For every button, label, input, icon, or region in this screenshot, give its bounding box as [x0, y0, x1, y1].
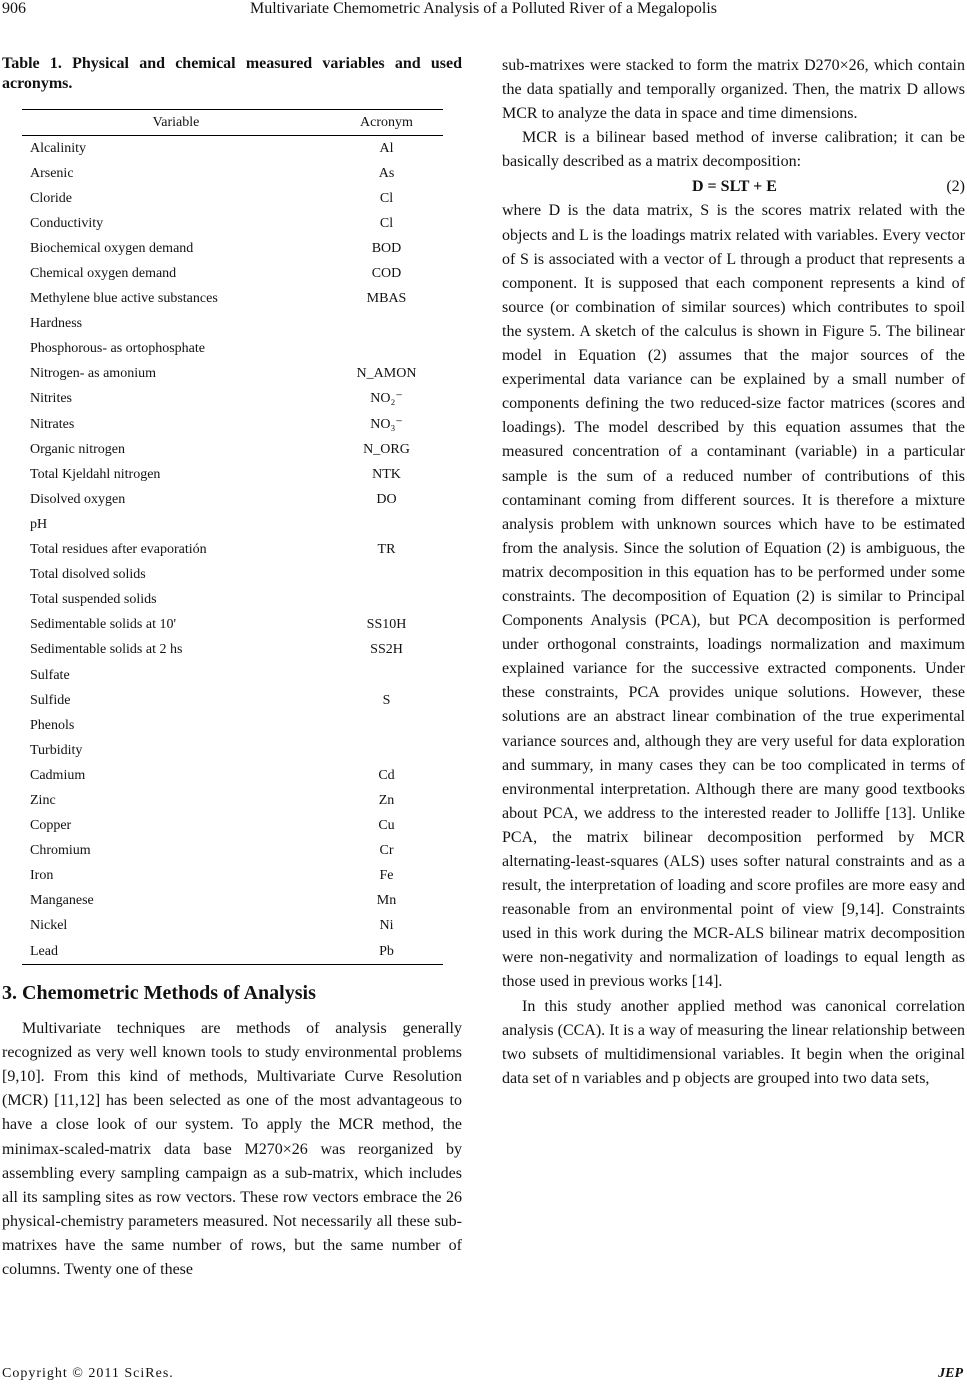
variable-cell: Cloride [30, 190, 72, 206]
variable-cell: Methylene blue active substances [30, 291, 218, 307]
acronym-cell: Mn [376, 893, 397, 909]
acronym-cell [330, 337, 443, 362]
left-column [2, 54, 462, 1282]
footer-copyright: Copyright © 2011 SciRes. [2, 1366, 174, 1381]
variable-cell: Disolved oxygen [30, 491, 126, 507]
section-heading: 3. Chemometric Methods of Analysis [2, 982, 316, 1005]
acronym-cell: Ni [379, 918, 394, 934]
variable-cell: Nickel [30, 918, 68, 934]
table-row [22, 186, 443, 211]
acronym-cell: Pb [330, 939, 443, 965]
variable-cell: pH [30, 516, 48, 532]
variable-cell: Total residues after evaporatión [30, 542, 207, 558]
acronym-cell: Cl [379, 215, 394, 231]
variable-cell: Hardness [30, 316, 83, 332]
variable-cell: Sedimentable solids at 2 hs [30, 642, 183, 658]
acronym-cell: NTK [372, 466, 401, 482]
acronym-cell [330, 738, 443, 763]
variable-cell: Turbidity [30, 742, 83, 758]
table-row [22, 136, 443, 162]
right-paragraph-2: MCR is a bilinear based method of inverse calibration; it can be basically described as a matrix decomposition: [502, 129, 965, 171]
variable-cell: Chemical oxygen demand [30, 266, 177, 282]
variable-cell: Manganese [30, 893, 94, 909]
table-row [22, 588, 443, 613]
acronym-cell: MBAS [366, 291, 407, 307]
table-row [22, 889, 443, 914]
acronym-cell [330, 512, 443, 537]
right-column [502, 54, 965, 1091]
variable-cell: Cadmium [30, 767, 86, 783]
table-row [22, 538, 443, 563]
equation-2 [502, 174, 965, 199]
variable-cell: Total Kjeldahl nitrogen [30, 466, 161, 482]
table-row [22, 312, 443, 337]
variable-cell: Nitrogen- as amonium [30, 366, 156, 382]
acronym-cell: As [378, 165, 395, 181]
table-row [22, 563, 443, 588]
variable-cell: Iron [30, 868, 54, 884]
table-row [22, 487, 443, 512]
acronym-cell [330, 563, 443, 588]
table-row [22, 462, 443, 487]
variable-cell: Sulfate [30, 667, 70, 683]
acronym-cell: Zn [378, 792, 395, 808]
acronym-cell: Cu [378, 818, 395, 834]
acronym-cell: NO₃⁻ [370, 416, 403, 432]
right-paragraph-4: In this study another applied method was canonical correlation analysis (CCA). It is a way of measuring the linear relationship between two subsets of multidimensional variables. It begin when the original data set of n variables and p objects are grouped into two data sets, [502, 997, 965, 1087]
variable-cell: Arsenic [30, 165, 74, 181]
column-header-acronym: Acronym [330, 110, 443, 136]
table-row [22, 437, 443, 462]
acronym-cell [330, 713, 443, 738]
table-row [22, 914, 443, 939]
variable-cell: Biochemical oxygen demand [30, 240, 194, 256]
variable-cell: Total suspended solids [30, 592, 157, 608]
variable-cell: Organic nitrogen [30, 441, 125, 457]
variable-cell: Phosphorous- as ortophosphate [30, 341, 205, 357]
column-header-variable: Variable [22, 110, 330, 136]
table-row [22, 613, 443, 638]
acronym-cell: Al [379, 140, 394, 156]
table-row [22, 362, 443, 387]
table-header-row [22, 110, 443, 136]
variable-cell: Sedimentable solids at 10' [30, 617, 177, 633]
variable-cell: Chromium [30, 843, 91, 859]
acronym-cell: Cd [378, 767, 395, 783]
table-row [22, 939, 443, 965]
table-row [22, 763, 443, 788]
acronym-cell: DO [376, 491, 397, 507]
table-row [22, 738, 443, 763]
right-paragraph-3: where D is the data matrix, S is the scores matrix related with the objects and L is the loadings matrix related with variables. Every vector of S is associated with a vector of L through a product that represents a component. It is supposed that each component represents a kind of source (or combination of similar sources) which contributes to spoil the system. A sketch of the calculus is shown in Figure 5. The bilinear model in Equation (2) assumes that the major sources of the experimental data variance can be explained by a small number of components defining the two reduced-size factor matrices (scores and loadings). The model described by this equation assumes that the measured concentration of a contaminant (variable) in a particular sample is the sum of a reduced number of contributions of this contaminant coming from different sources. It is therefore a mixture analysis problem with unknown sources which have to be estimated from the analysis. Since the solution of Equation (2) is ambiguous, the matrix decomposition in this equation has to be performed under some constraints. The decomposition of Equation (2) is similar to Principal Components Analysis (PCA), but PCA decomposition is performed under orthogonal constraints, loadings normalization and maximum explained variance for the successive extracted components. Under these constraints, PCA provides unique solutions. However, these solutions are an abstract linear combination of the true experimental variance sources and, although they are very useful for data exploration and summary, in many cases they can be too complicated in terms of environmental interpretation. Although there are many good textbooks about PCA, we address to the interested reader to Jolliffe [13]. Unlike PCA, the matrix bilinear decomposition performed by MCR alternating-least-squares (ALS) uses softer natural constraints and as a result, the interpretation of loading and score profiles are more easy and reasonable from an environmental point of view [9,14]. Constraints used in this work during the MCR-ALS bilinear matrix decomposition were non-negativity and normalization of loadings to equal length as those used in previous works [14]. [502, 202, 965, 991]
right-paragraph-1: sub-matrixes were stacked to form the matrix D270×26, which contain the data spatially and temporally organized. Then, the matrix D allows MCR to analyze the data in space and time dimensions. [502, 57, 965, 123]
variable-cell: Alcalinity [30, 140, 86, 156]
equation-formula: D = SLT + E [692, 178, 777, 196]
variables-table [22, 109, 443, 965]
running-title: Multivariate Chemometric Analysis of a Polluted River of a Megalopolis [249, 0, 718, 17]
acronym-cell [330, 663, 443, 688]
table-row [22, 788, 443, 813]
table-row [22, 663, 443, 688]
acronym-cell: NO₂⁻ [370, 391, 403, 407]
variable-cell: Nitrites [30, 391, 72, 407]
variable-cell: Total disolved solids [30, 567, 146, 583]
table-row [22, 261, 443, 286]
acronym-cell: COD [371, 266, 402, 282]
acronym-cell: Fe [379, 868, 394, 884]
table-row [22, 713, 443, 738]
table-row [22, 814, 443, 839]
table-row [22, 638, 443, 663]
table-row [22, 688, 443, 713]
acronym-cell [330, 312, 443, 337]
variable-cell: Phenols [30, 717, 75, 733]
table-row [22, 864, 443, 889]
variable-cell: Sulfide [30, 692, 71, 708]
footer-journal: JEP [938, 1366, 963, 1381]
acronym-cell: N_ORG [363, 441, 410, 457]
table-row [22, 387, 443, 412]
acronym-cell: Cl [379, 190, 394, 206]
acronym-cell [330, 588, 443, 613]
acronym-cell: SS10H [366, 617, 407, 633]
variable-cell: Zinc [30, 792, 56, 808]
table-row [22, 512, 443, 537]
variable-cell: Conductivity [30, 215, 104, 231]
table-row [22, 839, 443, 864]
table-row [22, 161, 443, 186]
acronym-cell: N_AMON [356, 366, 417, 382]
table-row [22, 337, 443, 362]
acronym-cell: Cr [379, 843, 394, 859]
acronym-cell: TR [377, 542, 396, 558]
acronym-cell: S [382, 692, 391, 708]
equation-number: (2) [946, 178, 965, 196]
acronym-cell: SS2H [370, 642, 403, 658]
table-row [22, 287, 443, 312]
page-number: 906 [2, 0, 26, 17]
table-body [22, 136, 443, 965]
variable-cell: Nitrates [30, 416, 75, 432]
left-paragraph: Multivariate techniques are methods of analysis generally recognized as very well known tools to study environmental problems [9,10]. From this kind of methods, Multivariate Curve Resolution (MCR) [11,12] has been selected as one of the most advantageous to have a close look of our system. To apply the MCR method, the minimax-scaled-matrix data base M270×26 was reorganized by assembling every sampling campaign as a sub-matrix, which includes all its sampling sites as row vectors. These row vectors embrace the 26 physical-chemistry parameters measured. Not necessarily all these sub-matrixes have the same number of rows, but the same number of columns. Twenty one of these [2, 1020, 462, 1279]
variable-cell: Copper [30, 818, 72, 834]
table-row [22, 236, 443, 261]
table-row [22, 412, 443, 437]
table-row [22, 211, 443, 236]
table-caption: Table 1. Physical and chemical measured variables and used acronyms. [2, 55, 462, 92]
acronym-cell: BOD [371, 240, 402, 256]
variable-cell: Lead [22, 939, 330, 965]
